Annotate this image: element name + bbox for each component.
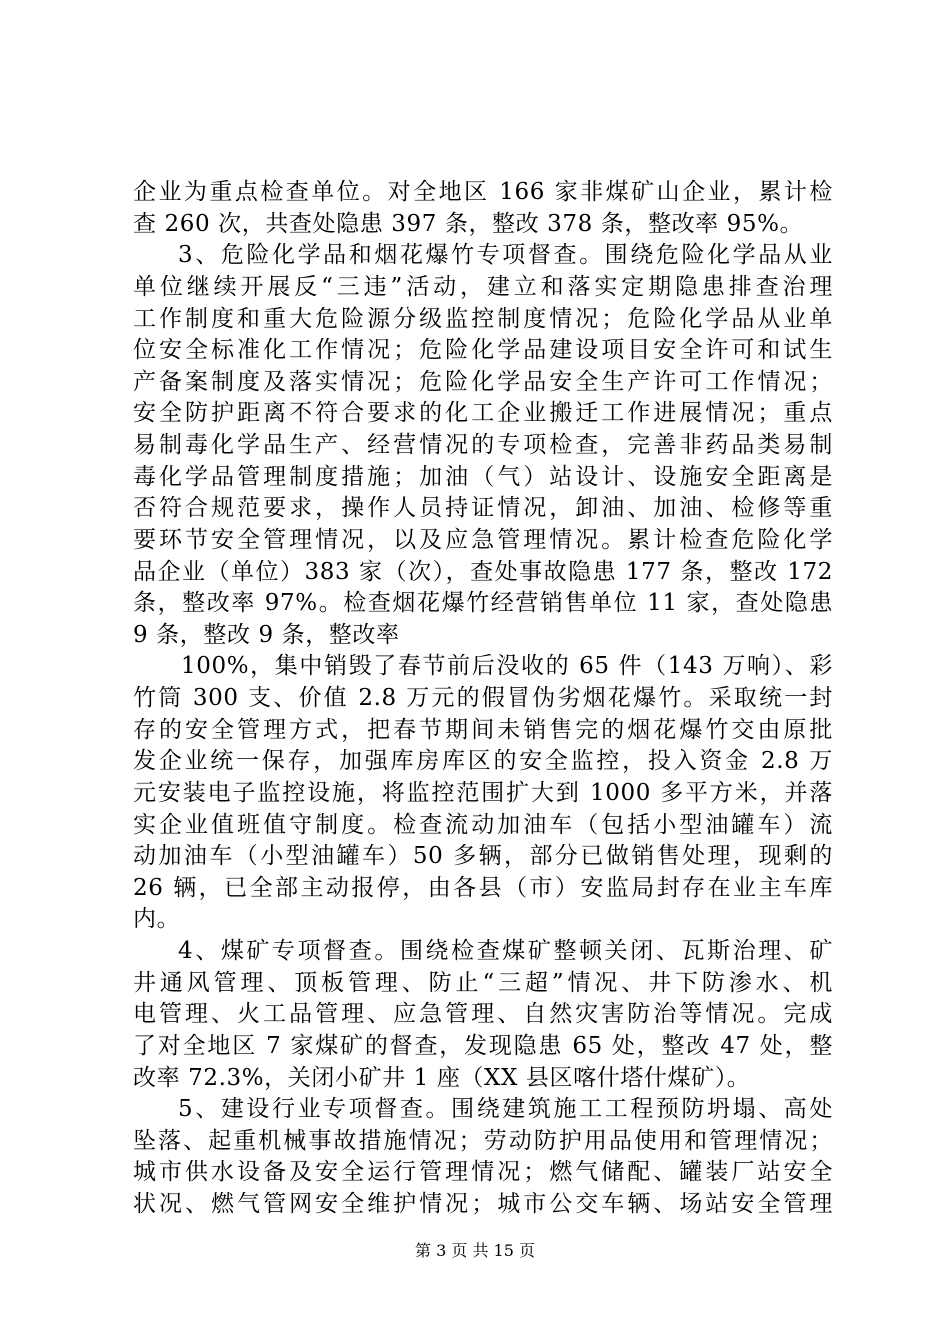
body-line: 9 条，整改 9 条，整改率: [133, 622, 400, 648]
body-line: 否符合规范要求，操作人员持证情况，卸油、加油、检修等重: [133, 495, 833, 521]
body-line: 要环节安全管理情况，以及应急管理情况。累计检查危险化学: [133, 527, 833, 553]
body-line: 安全防护距离不符合要求的化工企业搬迁工作进展情况；重点: [133, 400, 833, 426]
body-line: 3、危险化学品和烟花爆竹专项督查。围绕危险化学品从业: [178, 242, 833, 268]
body-line: 易制毒化学品生产、经营情况的专项检查，完善非药品类易制: [133, 432, 833, 458]
body-line: 城市供水设备及安全运行管理情况；燃气储配、罐装厂站安全: [133, 1159, 833, 1185]
body-line: 26 辆，已全部主动报停，由各县（市）安监局封存在业主车库: [133, 875, 833, 901]
body-line: 单位继续开展反“三违”活动，建立和落实定期隐患排查治理: [133, 274, 833, 300]
body-line: 4、煤矿专项督查。围绕检查煤矿整顿关闭、瓦斯治理、矿: [178, 938, 833, 964]
body-line: 坠落、起重机械事故措施情况；劳动防护用品使用和管理情况；: [133, 1128, 833, 1154]
body-line: 5、建设行业专项督查。围绕建筑施工工程预防坍塌、高处: [178, 1096, 833, 1122]
body-line: 100%，集中销毁了春节前后没收的 65 件（143 万响）、彩: [181, 653, 833, 679]
body-line: 发企业统一保存，加强库房库区的安全监控，投入资金 2.8 万: [133, 748, 833, 774]
body-line: 状况、燃气管网安全维护情况；城市公交车辆、场站安全管理: [133, 1191, 833, 1217]
body-line: 电管理、火工品管理、应急管理、自然灾害防治等情况。完成: [133, 1001, 833, 1027]
body-line: 工作制度和重大危险源分级监控制度情况；危险化学品从业单: [133, 306, 833, 332]
body-line: 条，整改率 97%。检查烟花爆竹经营销售单位 11 家，查处隐患: [133, 590, 833, 616]
body-line: 元安装电子监控设施，将监控范围扩大到 1000 多平方米，并落: [133, 780, 833, 806]
body-line: 改率 72.3%，关闭小矿井 1 座（XX 县区喀什塔什煤矿）。: [133, 1065, 751, 1091]
body-line: 存的安全管理方式，把春节期间未销售完的烟花爆竹交由原批: [133, 717, 833, 743]
body-line: 毒化学品管理制度措施；加油（气）站设计、设施安全距离是: [133, 464, 833, 490]
page-number-footer: 第 3 页 共 15 页: [415, 1241, 535, 1260]
body-line: 竹筒 300 支、价值 2.8 万元的假冒伪劣烟花爆竹。采取统一封: [133, 685, 833, 711]
body-line: 企业为重点检查单位。对全地区 166 家非煤矿山企业，累计检: [133, 179, 833, 205]
body-line: 井通风管理、顶板管理、防止“三超”情况、井下防渗水、机: [133, 970, 833, 996]
body-line: 实企业值班值守制度。检查流动加油车（包括小型油罐车）流: [133, 812, 833, 838]
body-line: 内。: [133, 906, 181, 932]
body-line: 位安全标准化工作情况；危险化学品建设项目安全许可和试生: [133, 337, 833, 363]
body-line: 产备案制度及落实情况；危险化学品安全生产许可工作情况；: [133, 369, 833, 395]
body-line: 品企业（单位）383 家（次），查处事故隐患 177 条，整改 172: [133, 559, 833, 585]
body-line: 查 260 次，共查处隐患 397 条，整改 378 条，整改率 95%。: [133, 211, 804, 237]
body-line: 动加油车（小型油罐车）50 多辆，部分已做销售处理，现剩的: [133, 843, 833, 869]
body-line: 了对全地区 7 家煤矿的督查，发现隐患 65 处，整改 47 处，整: [133, 1033, 833, 1059]
